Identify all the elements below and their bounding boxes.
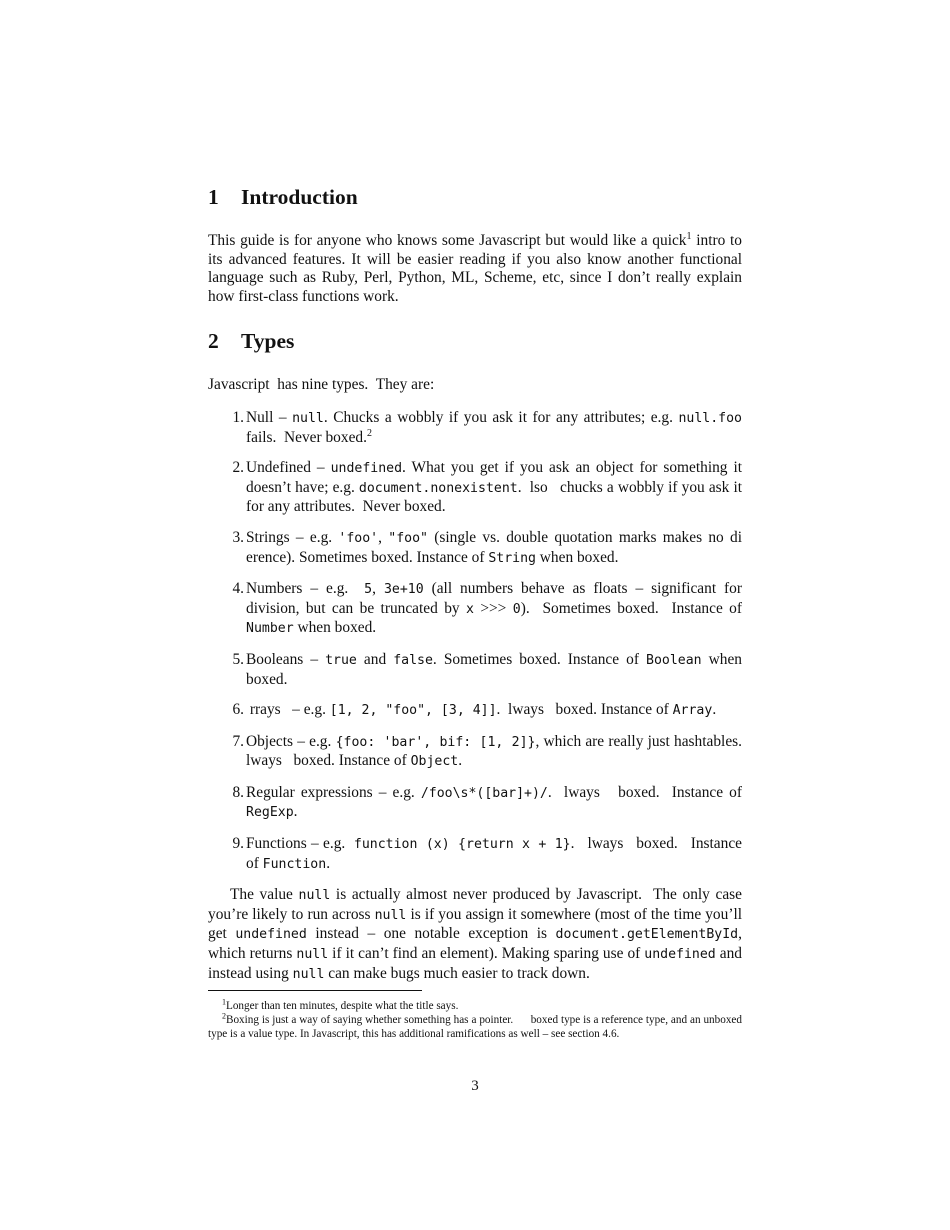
- footnote: [208, 999, 742, 1013]
- inline-code: Function: [262, 856, 327, 872]
- inline-code: null: [292, 410, 324, 426]
- text-run: (single vs. double quotation marks makes no di erence). Sometimes boxed. Instance of: [246, 528, 754, 566]
- list-item: [232, 650, 746, 689]
- text-run: and instead using: [208, 945, 746, 982]
- page-number: 3: [471, 1078, 479, 1094]
- list-marker: 4.: [232, 580, 244, 598]
- text-run: Objects – e.g.: [246, 732, 336, 750]
- text-run: ). Sometimes boxed. Instance of: [520, 599, 746, 617]
- text-run: (all numbers behave as floats – significant for division, but can be truncated by: [246, 580, 746, 617]
- list-marker: 1.: [232, 408, 244, 426]
- inline-code: 5: [364, 582, 373, 598]
- text-run: .: [293, 803, 298, 821]
- text-run: when boxed.: [293, 619, 377, 637]
- inline-code: String: [488, 550, 536, 566]
- types-lead-text: Javascript has nine types. They are:: [208, 376, 435, 394]
- section-title: Types: [241, 329, 295, 354]
- inline-code: undefined: [330, 461, 403, 477]
- text-run: Booleans –: [246, 650, 326, 668]
- list-item: [232, 459, 746, 517]
- text-run: . What you get if you ask an object for something it doesn’t have; e.g.: [246, 459, 746, 496]
- text-run: .: [458, 752, 463, 770]
- text-run: when boxed.: [535, 548, 619, 566]
- intro-text-rest: intro to its advanced features. It will be easier reading if you also know another functional language such as Ruby, Perl, Python, ML, Scheme, etc, since I don’t really explain how first-class functions work.: [208, 232, 742, 305]
- footnote-rule: [208, 990, 422, 991]
- list-marker: 3.: [232, 528, 244, 546]
- footnote: [208, 1011, 745, 1041]
- inline-code: /foo\s*([bar]+)/: [420, 785, 548, 801]
- list-item: [232, 580, 746, 639]
- inline-code: true: [325, 652, 357, 668]
- inline-code: [1, 2, "foo", [3, 4]]: [329, 703, 497, 719]
- inline-code: null: [296, 947, 329, 963]
- inline-code: null: [292, 966, 325, 982]
- section-number: 2: [208, 329, 219, 354]
- text-run: . Chucks a wobbly if you ask it for any attributes; e.g.: [323, 408, 679, 426]
- closing-paragraph: [208, 886, 746, 984]
- text-run: fails. Never boxed.: [246, 408, 746, 446]
- intro-text: This guide is for anyone who knows some Javascript but would like a quick: [208, 232, 687, 249]
- text-run: . lso chucks a wobbly if you ask it for any attributes. Never boxed.: [246, 478, 746, 516]
- text-run: is if you assign it somewhere (most of the time you’ll get: [208, 905, 746, 943]
- text-run: Numbers – e.g.: [246, 580, 365, 598]
- types-list: [208, 408, 754, 874]
- text-run: . lways boxed. Instance of: [246, 835, 746, 872]
- text-run: can make bugs much easier to track down.: [324, 964, 590, 982]
- document-page: [208, 182, 754, 1041]
- inline-code: false: [393, 652, 433, 668]
- inline-code: null: [298, 888, 331, 904]
- inline-code: 0: [512, 601, 521, 617]
- text-run: >>>: [473, 599, 513, 617]
- text-run: is actually almost never produced by Javascript. The only case you’re likely to run across: [208, 886, 746, 923]
- list-item: [232, 701, 742, 721]
- inline-code: undefined: [235, 927, 307, 943]
- text-run: , which returns: [208, 925, 746, 963]
- inline-code: Boolean: [646, 652, 702, 668]
- inline-code: Number: [246, 621, 294, 637]
- text-run: .: [712, 701, 717, 719]
- footnote-text: Longer than ten minutes, despite what the title says.: [226, 1000, 459, 1013]
- text-run: , which are really just hashtables. lways boxed. Instance of: [246, 732, 750, 770]
- text-run: when boxed.: [246, 650, 746, 688]
- section-title: Introduction: [241, 185, 358, 209]
- text-run: rrays – e.g.: [246, 701, 330, 719]
- text-run: . Sometimes boxed. Instance of: [432, 650, 647, 668]
- list-item: [232, 835, 746, 874]
- text-run: . lways boxed. Instance of: [547, 783, 746, 801]
- intro-paragraph: [208, 232, 742, 306]
- section-heading-types: [208, 326, 742, 356]
- list-marker: 8.: [232, 783, 244, 801]
- text-run: . lways boxed. Instance of: [496, 701, 673, 719]
- inline-code: Array: [672, 703, 713, 719]
- text-run: Functions – e.g.: [246, 835, 354, 853]
- list-marker: 6.: [232, 701, 244, 719]
- text-run: instead – one notable exception is: [306, 925, 556, 943]
- text-run: ,: [372, 580, 384, 598]
- list-marker: 2.: [232, 459, 244, 477]
- inline-code: Object: [410, 754, 459, 770]
- footnote-text: Boxing is just a way of saying whether something has a pointer. boxed type is a reference type, and an unboxed type is a value type. In Javascript, this has additional ramifications as well – see section 4.6.: [208, 1014, 745, 1041]
- list-item: [232, 783, 746, 823]
- inline-code: "foo": [388, 530, 428, 546]
- inline-code: x: [465, 601, 474, 617]
- section-heading-introduction: [208, 182, 742, 212]
- inline-code: {foo: 'bar', bif: [1, 2]}: [335, 734, 536, 750]
- inline-code: null: [374, 907, 407, 923]
- inline-code: document.getElementById: [555, 927, 739, 943]
- inline-code: 'foo': [338, 530, 379, 546]
- inline-code: undefined: [644, 947, 716, 963]
- footnote-number: 1: [222, 997, 226, 1007]
- footnote-number: 2: [222, 1011, 226, 1021]
- text-run: Null –: [246, 408, 293, 426]
- inline-code: document.nonexistent: [358, 480, 518, 496]
- list-item: [232, 408, 746, 447]
- footnotes: [208, 997, 745, 1041]
- list-marker: 7.: [232, 732, 244, 750]
- list-item: [232, 528, 754, 568]
- footnote-marker[interactable]: 2: [366, 427, 372, 439]
- inline-code: null.foo: [678, 410, 742, 426]
- inline-code: 3e+10: [383, 582, 424, 598]
- text-run: .: [326, 854, 331, 872]
- inline-code: RegExp: [246, 805, 294, 821]
- list-item: [232, 732, 750, 772]
- text-run: Regular expressions – e.g.: [246, 783, 421, 801]
- list-marker: 9.: [232, 835, 244, 853]
- text-run: Undefined –: [246, 459, 331, 477]
- footnote-marker[interactable]: 1: [686, 230, 692, 242]
- list-marker: 5.: [232, 650, 244, 668]
- text-run: The value: [230, 886, 299, 904]
- text-run: if it can’t find an element). Making sparing use of: [328, 945, 645, 963]
- text-run: ,: [378, 528, 389, 546]
- text-run: Strings – e.g.: [246, 528, 339, 546]
- text-run: and: [356, 650, 394, 668]
- section-number: 1: [208, 185, 219, 209]
- inline-code: function (x) {return x + 1}: [353, 837, 571, 853]
